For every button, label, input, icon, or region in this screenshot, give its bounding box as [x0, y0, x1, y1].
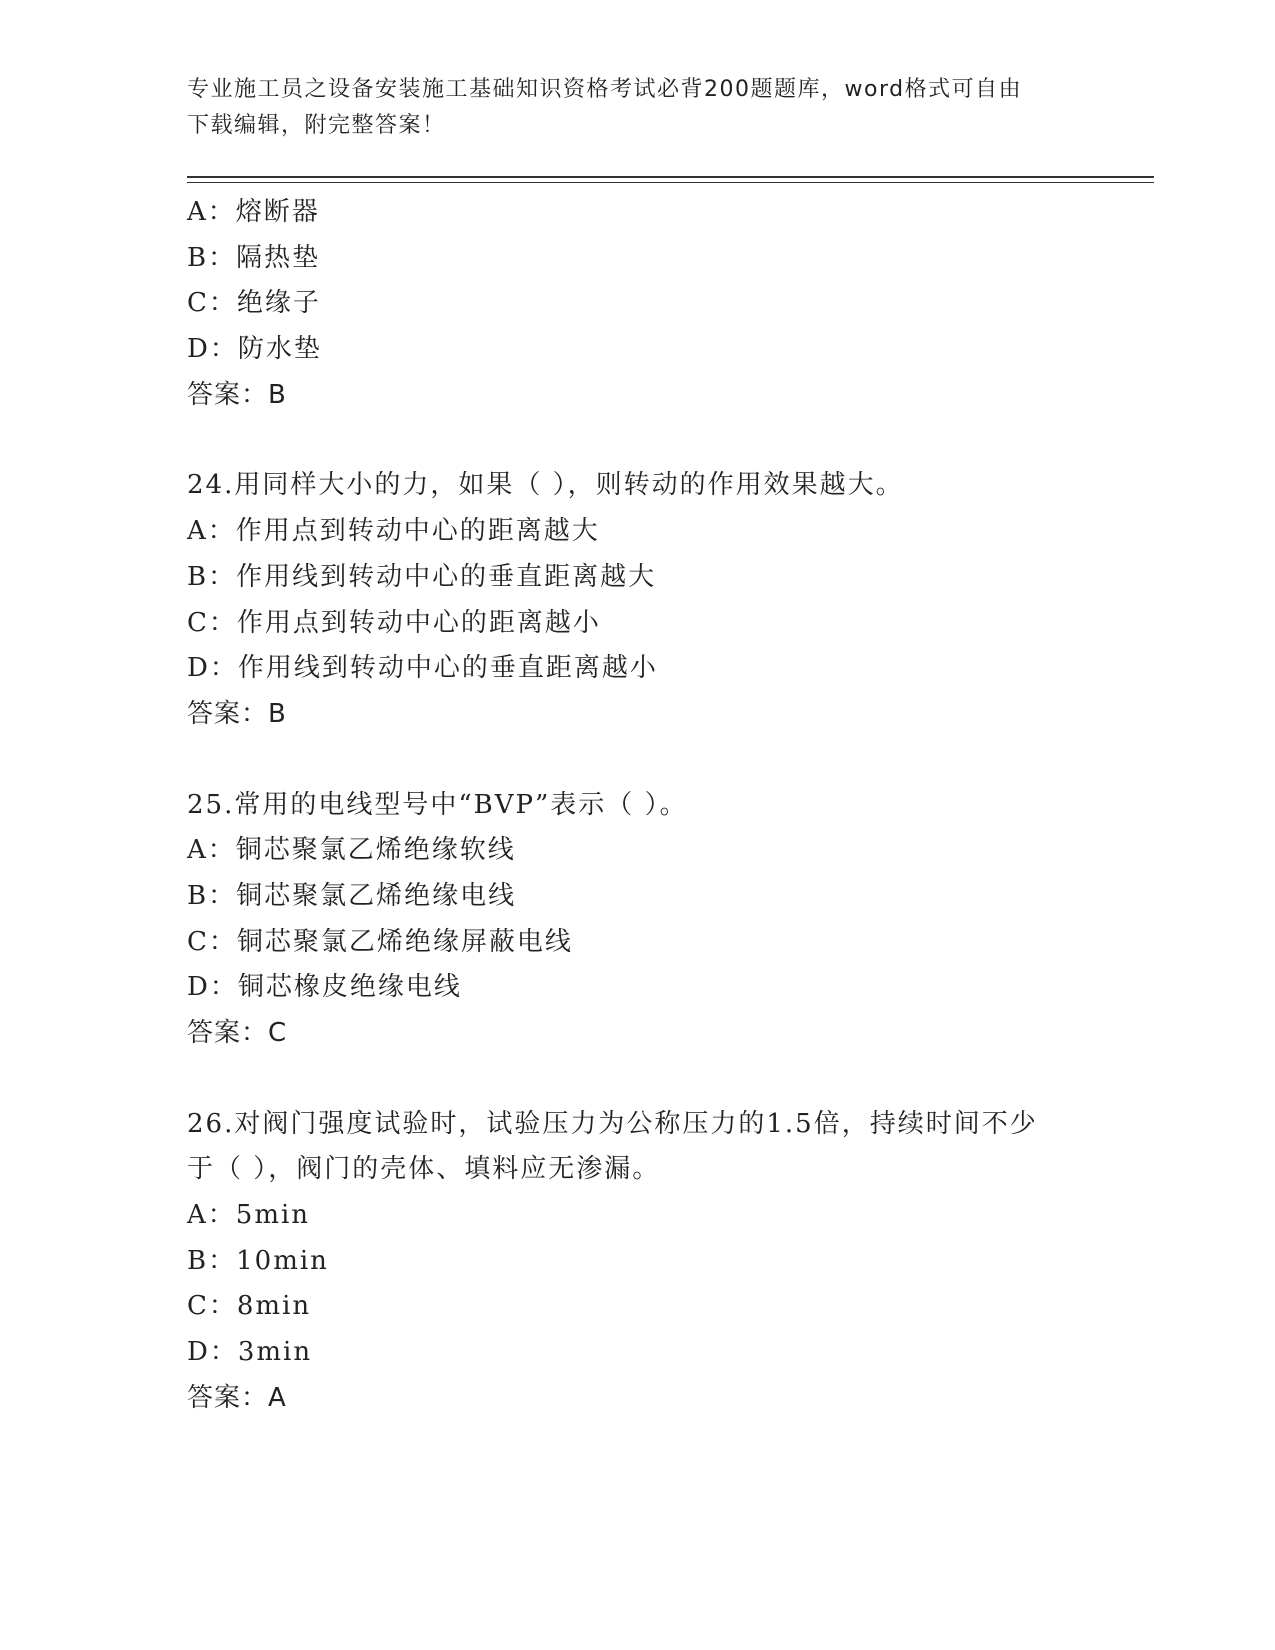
option-a: A：铜芯聚氯乙烯绝缘软线 [187, 835, 516, 866]
document-header [187, 72, 1087, 144]
answer: 答案：A [187, 1382, 287, 1413]
answer: 答案：B [187, 379, 287, 410]
spacer [187, 418, 1087, 463]
question-23 [187, 190, 1087, 418]
option-a: A：5min [187, 1200, 311, 1231]
question-text-line-1: 26.对阀门强度试验时，试验压力为公称压力的1.5倍，持续时间不少 [187, 1108, 1038, 1139]
question-list [187, 190, 1087, 1422]
question-24 [187, 463, 1087, 737]
header-title-line-1: 专业施工员之设备安装施工基础知识资格考试必背200题题库，word格式可自由 [187, 77, 1023, 102]
answer: 答案：C [187, 1018, 288, 1048]
question-text: 24.用同样大小的力，如果（ ），则转动的作用效果越大。 [187, 470, 904, 501]
option-b: B：作用线到转动中心的垂直距离越大 [187, 561, 657, 592]
question-text: 25.常用的电线型号中“BVP”表示（ ）。 [187, 789, 688, 820]
option-d: D：3min [187, 1337, 313, 1368]
option-b: B：10min [187, 1245, 329, 1276]
option-d: D：防水垫 [187, 334, 322, 365]
answer: 答案：B [187, 698, 287, 729]
option-c: C：作用点到转动中心的距离越小 [187, 607, 601, 638]
option-c: C：8min [187, 1291, 312, 1322]
option-d: D：作用线到转动中心的垂直距离越小 [187, 653, 658, 684]
spacer [187, 1057, 1087, 1102]
header-divider-thick [187, 176, 1154, 178]
header-divider-thin [187, 182, 1154, 183]
header-title-line-2: 下载编辑，附完整答案！ [187, 113, 446, 138]
option-d: D：铜芯橡皮绝缘电线 [187, 972, 462, 1003]
question-text-line-2: 于（ ），阀门的壳体、填料应无渗漏。 [187, 1154, 661, 1185]
question-25 [187, 783, 1087, 1057]
spacer [187, 738, 1087, 783]
option-a: A：熔断器 [187, 197, 320, 227]
option-c: C：绝缘子 [187, 288, 321, 319]
option-b: B：隔热垫 [187, 242, 321, 273]
option-a: A：作用点到转动中心的距离越大 [187, 516, 600, 547]
option-b: B：铜芯聚氯乙烯绝缘电线 [187, 880, 517, 911]
option-c: C：铜芯聚氯乙烯绝缘屏蔽电线 [187, 926, 573, 957]
question-26 [187, 1102, 1087, 1422]
